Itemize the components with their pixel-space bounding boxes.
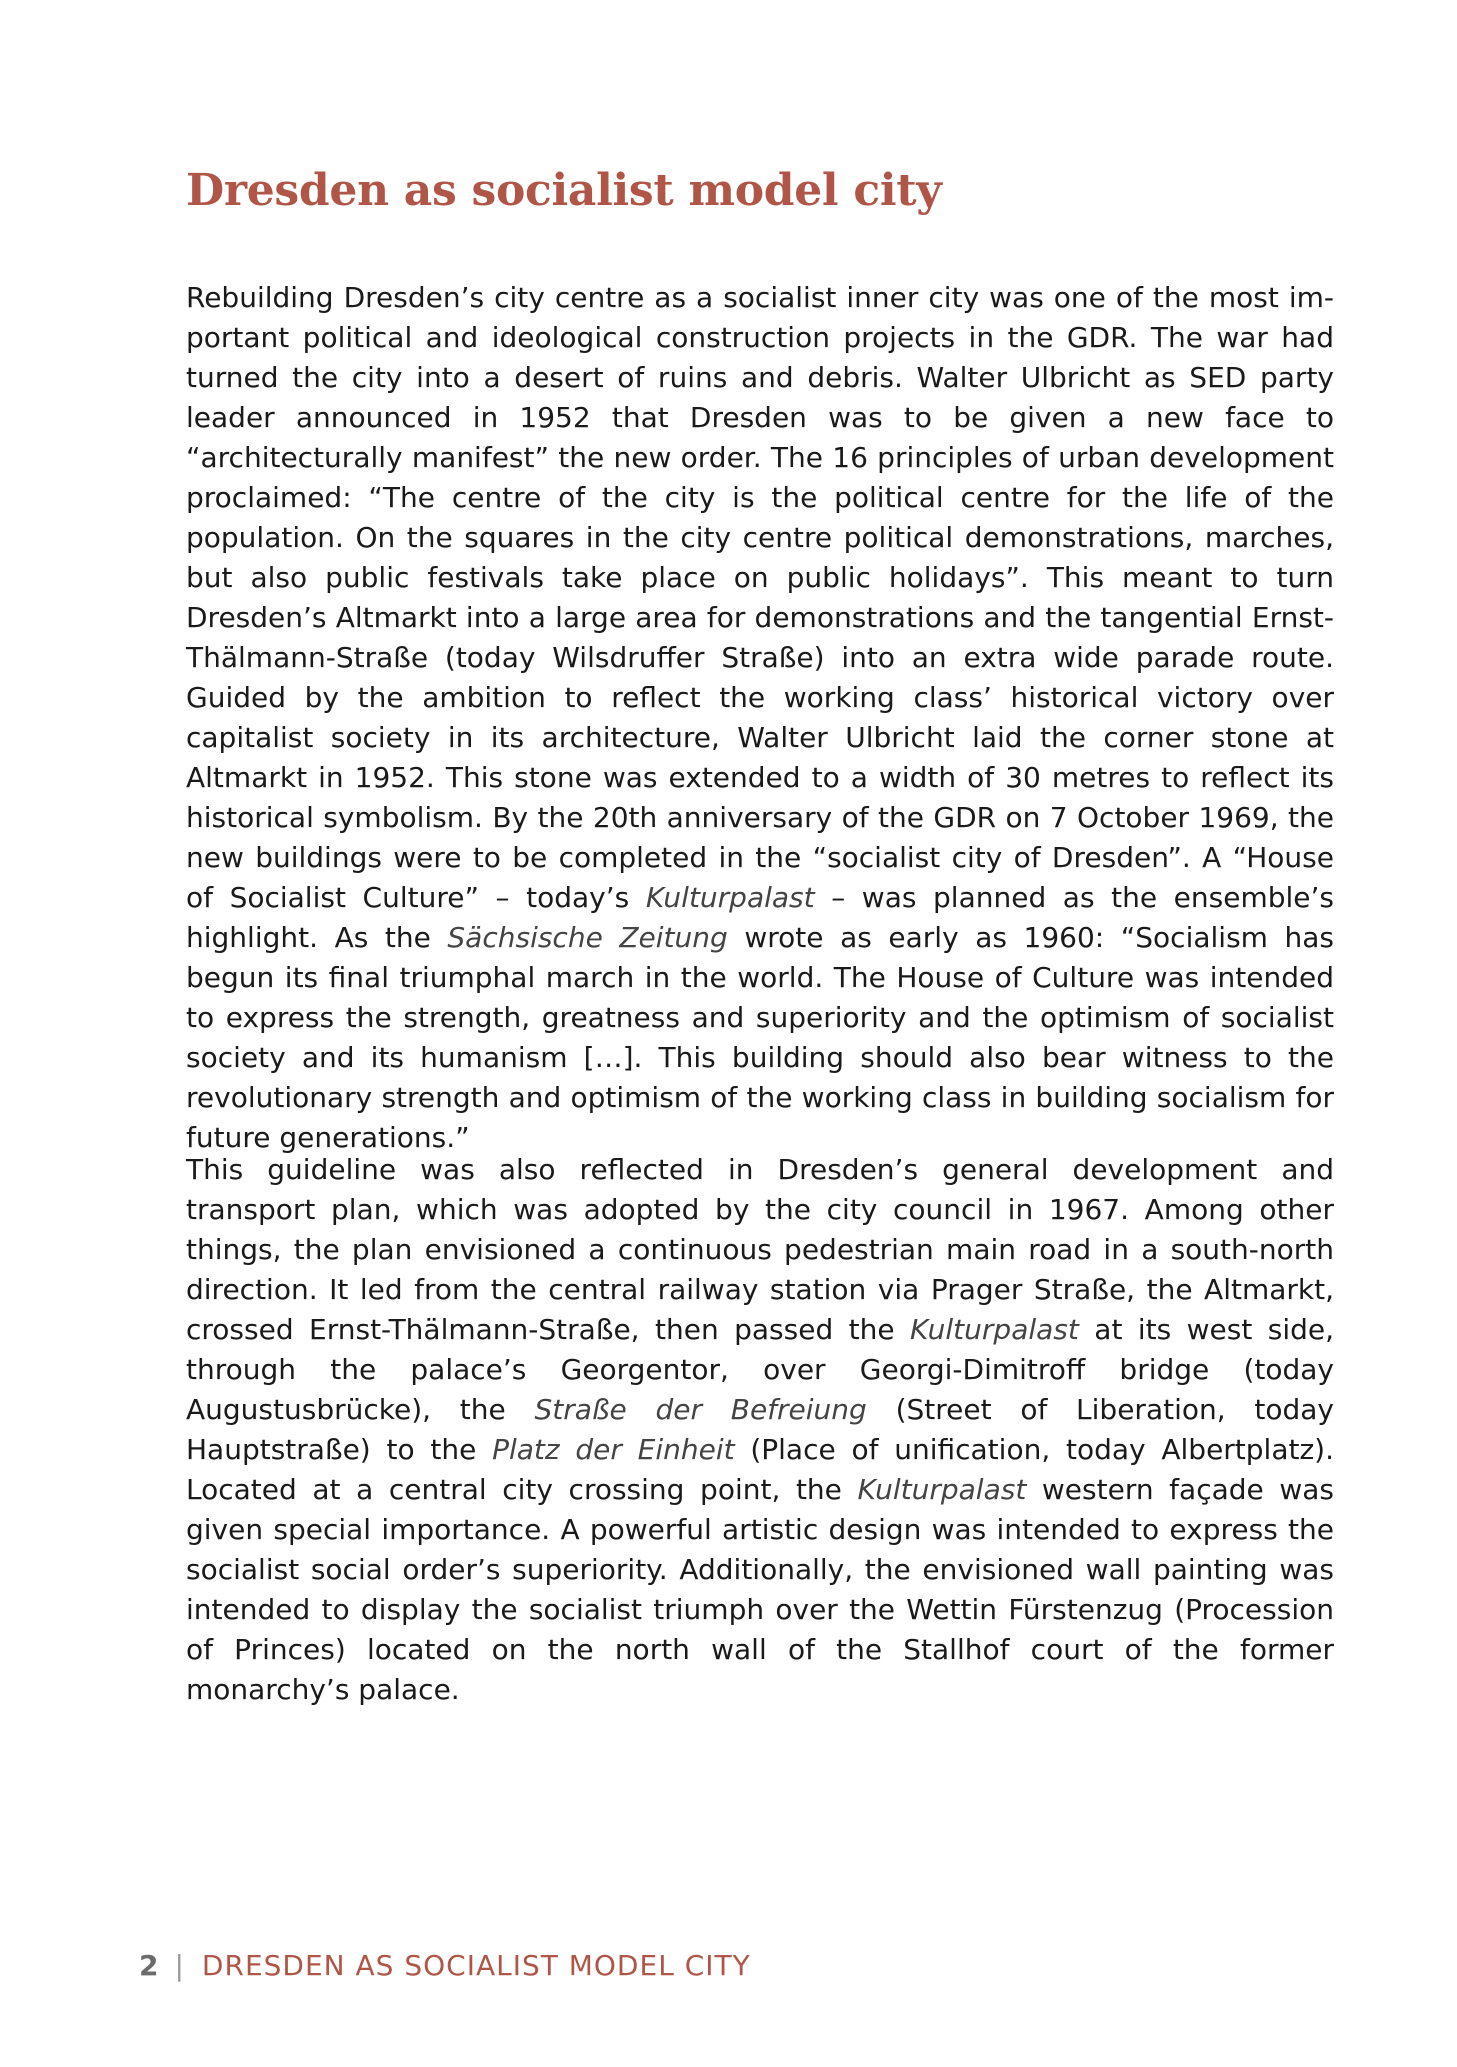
page-footer: [139, 1949, 751, 1983]
italic-term: Kulturpalast: [857, 1473, 1027, 1506]
paragraph-text: (Street of Liberation, today Hauptstraße) to the: [186, 1393, 1334, 1466]
paragraph-text: at its west side, through the palace’s Georgentor, over Georgi-Dimitroff bridge (today Augustusbrücke), the: [186, 1313, 1335, 1426]
paragraph-text: wrote as early as 1960: “Socialism has begun its final triumphal march in the world. The House of Culture was intended to express the strength, greatness and superiority and the optimism of socialist society and its humanism […]. This building should also bear witness to the revolutionary strength and optimism of the working class in building socialism for future generations.”: [186, 921, 1334, 1154]
italic-term: Kulturpalast: [910, 1313, 1079, 1346]
page-title: Dresden as socialist model city: [186, 165, 942, 216]
body-paragraph-1: [186, 278, 1334, 1158]
italic-term: Kulturpalast: [645, 881, 815, 914]
running-title: DRESDEN AS SOCIALIST MODEL CITY: [201, 1949, 751, 1982]
paragraph-text: (Place of unification, today Albertplatz). Located at a central city crossing point, the: [186, 1433, 1334, 1506]
italic-term: Straße der Befreiung: [534, 1393, 867, 1426]
paragraph-text: western façade was given special importance. A powerful artistic design was intended to express the socialist social order’s superiority. Additionally, the envisioned wall painting was intended to display the socialist triumph over the Wettin Fürstenzug (Procession of Princes) located on the north wall of the Stallhof court of the former monarchy’s palace.: [186, 1473, 1334, 1706]
paragraph-text: Rebuilding Dresden’s city centre as a socialist inner city was one of the most important political and ideological construction projects in the GDR. The war had turned the city into a desert of ruins and debris. Walter Ulbricht as SED party leader announced in 1952 that Dresden was to be given a new face to “architecturally manifest” the new order. The 16 principles of urban development proclaimed: “The centre of the city is the political centre for the life of the population. On the squares in the city centre political demonstrations, marches, but also public festivals take place on public holidays”. This meant to turn Dresden’s Altmarkt into a large area for demonstrations and the tangential Ernst-Thälmann-Straße (today Wilsdruffer Straße) into an extra wide parade route. Guided by the ambition to reflect the working class’ historical victory over capitalist society in its architecture, Walter Ulbricht laid the corner stone at Altmarkt in 1952. This stone was extended to a width of 30 metres to reflect its historical symbolism. By the 20th anniversary of the GDR on 7 October 1969, the new buildings were to be completed in the “socialist city of Dresden”. A “House of Socialist Culture” – today’s: [186, 281, 1334, 914]
italic-term: Platz der Einheit: [492, 1433, 735, 1466]
italic-term: Sächsische Zeitung: [447, 921, 728, 954]
footer-divider: |: [174, 1949, 184, 1982]
paragraph-text: – was planned as the ensemble’s highlight. As the: [186, 881, 1335, 954]
body-paragraph-2: [186, 1150, 1334, 1710]
paragraph-text: This guideline was also reflected in Dresden’s general development and transport plan, which was adopted by the city council in 1967. Among other things, the plan envisioned a continuous pedestrian main road in a south-north direction. It led from the central railway station via Prager Straße, the Altmarkt, crossed Ernst-Thälmann-Straße, then passed the: [186, 1153, 1334, 1346]
page-number: 2: [139, 1949, 159, 1982]
